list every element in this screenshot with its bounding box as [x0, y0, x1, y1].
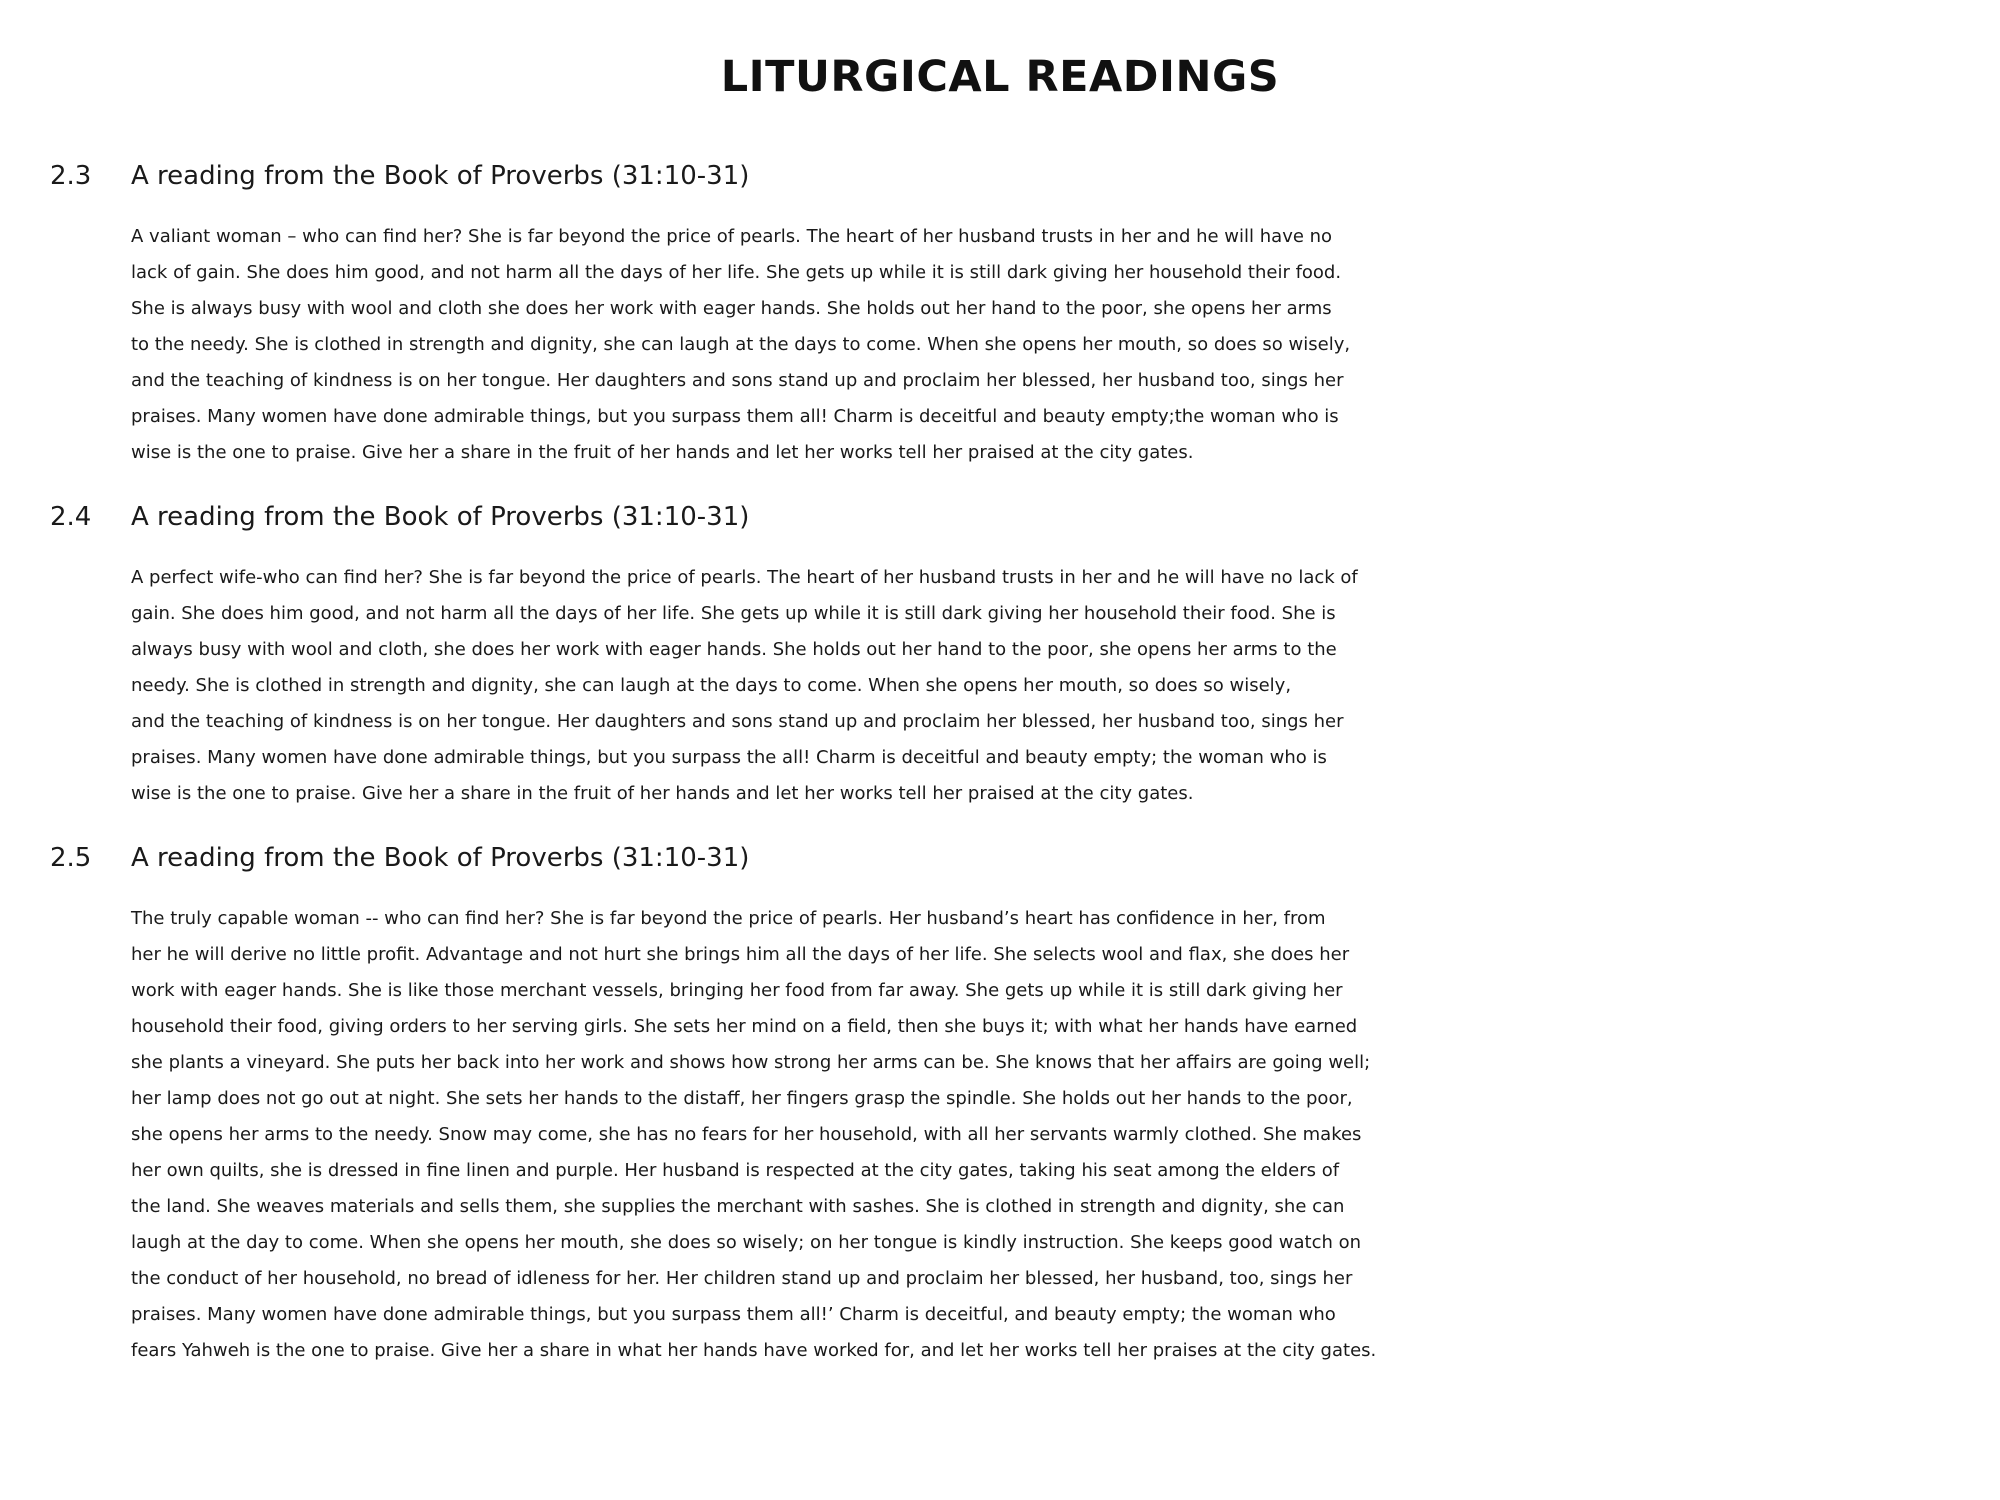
- reading-line: praises. Many women have done admirable things, but you surpass the all! Charm is deceitful and beauty empty; the woman who is: [131, 747, 1327, 768]
- reading-section: [50, 158, 1970, 471]
- reading-line: praises. Many women have done admirable things, but you surpass them all!’ Charm is deceitful, and beauty empty; the woman who: [131, 1304, 1336, 1325]
- reading-source: A reading from the Book of Proverbs (31:10-31): [131, 502, 750, 532]
- reading-body: [131, 219, 1970, 471]
- reading-line: needy. She is clothed in strength and dignity, she can laugh at the days to come. When she opens her mouth, so does so wisely,: [131, 675, 1292, 696]
- reading-line: her he will derive no little profit. Advantage and not hurt she brings him all the days of her life. She selects wool and flax, she does her: [131, 944, 1350, 965]
- reading-section: [50, 840, 1970, 1369]
- reading-line: household their food, giving orders to her serving girls. She sets her mind on a field, then she buys it; with what her hands have earned: [131, 1016, 1358, 1037]
- reading-line: work with eager hands. She is like those merchant vessels, bringing her food from far away. She gets up while it is still dark giving her: [131, 980, 1343, 1001]
- page-title: LITURGICAL READINGS: [720, 52, 1280, 102]
- reading-line: her own quilts, she is dressed in fine linen and purple. Her husband is respected at the city gates, taking his seat among the elders of: [131, 1160, 1340, 1181]
- reading-body: [131, 901, 1970, 1369]
- reading-line: and the teaching of kindness is on her tongue. Her daughters and sons stand up and proclaim her blessed, her husband too, sings her: [131, 711, 1344, 732]
- reading-number: 2.3: [50, 161, 92, 191]
- reading-line: A valiant woman – who can find her? She is far beyond the price of pearls. The heart of her husband trusts in her and he will have no: [131, 226, 1333, 247]
- reading-source: A reading from the Book of Proverbs (31:10-31): [131, 161, 750, 191]
- reading-header: [50, 840, 1970, 876]
- reading-line: and the teaching of kindness is on her tongue. Her daughters and sons stand up and proclaim her blessed, her husband too, sings her: [131, 370, 1344, 391]
- reading-line: she opens her arms to the needy. Snow may come, she has no fears for her household, with all her servants warmly clothed. She makes: [131, 1124, 1362, 1145]
- reading-line: fears Yahweh is the one to praise. Give her a share in what her hands have worked for, and let her works tell her praises at the city gates.: [131, 1340, 1377, 1361]
- reading-line: to the needy. She is clothed in strength and dignity, she can laugh at the days to come. When she opens her mouth, so does so wisely,: [131, 334, 1351, 355]
- reading-line: She is always busy with wool and cloth she does her work with eager hands. She holds out her hand to the poor, she opens her arms: [131, 298, 1332, 319]
- reading-line: wise is the one to praise. Give her a share in the fruit of her hands and let her works tell her praised at the city gates.: [131, 442, 1194, 463]
- reading-line: gain. She does him good, and not harm all the days of her life. She gets up while it is still dark giving her household their food. She is: [131, 603, 1336, 624]
- reading-line: lack of gain. She does him good, and not harm all the days of her life. She gets up while it is still dark giving her household their food.: [131, 262, 1342, 283]
- reading-line: she plants a vineyard. She puts her back into her work and shows how strong her arms can be. She knows that her affairs are going well;: [131, 1052, 1371, 1073]
- reading-number: 2.4: [50, 502, 92, 532]
- reading-body: [131, 560, 1970, 812]
- reading-line: wise is the one to praise. Give her a share in the fruit of her hands and let her works tell her praised at the city gates.: [131, 783, 1194, 804]
- reading-number: 2.5: [50, 843, 92, 873]
- reading-header: [50, 499, 1970, 535]
- reading-header: [50, 158, 1970, 194]
- reading-line: the land. She weaves materials and sells them, she supplies the merchant with sashes. She is clothed in strength and dignity, she can: [131, 1196, 1345, 1217]
- reading-line: laugh at the day to come. When she opens her mouth, she does so wisely; on her tongue is kindly instruction. She keeps good watch on: [131, 1232, 1362, 1253]
- reading-source: A reading from the Book of Proverbs (31:10-31): [131, 843, 750, 873]
- reading-line: always busy with wool and cloth, she does her work with eager hands. She holds out her hand to the poor, she opens her arms to the: [131, 639, 1337, 660]
- reading-section: [50, 499, 1970, 812]
- reading-line: the conduct of her household, no bread of idleness for her. Her children stand up and proclaim her blessed, her husband, too, sings her: [131, 1268, 1353, 1289]
- reading-line: A perfect wife-who can find her? She is far beyond the price of pearls. The heart of her husband trusts in her and he will have no lack of: [131, 567, 1358, 588]
- reading-line: The truly capable woman -- who can find her? She is far beyond the price of pearls. Her husband’s heart has confidence in her, from: [131, 908, 1326, 929]
- reading-line: praises. Many women have done admirable things, but you surpass them all! Charm is deceitful and beauty empty;the woman who is: [131, 406, 1339, 427]
- reading-line: her lamp does not go out at night. She sets her hands to the distaff, her fingers grasp the spindle. She holds out her hands to the poor,: [131, 1088, 1353, 1109]
